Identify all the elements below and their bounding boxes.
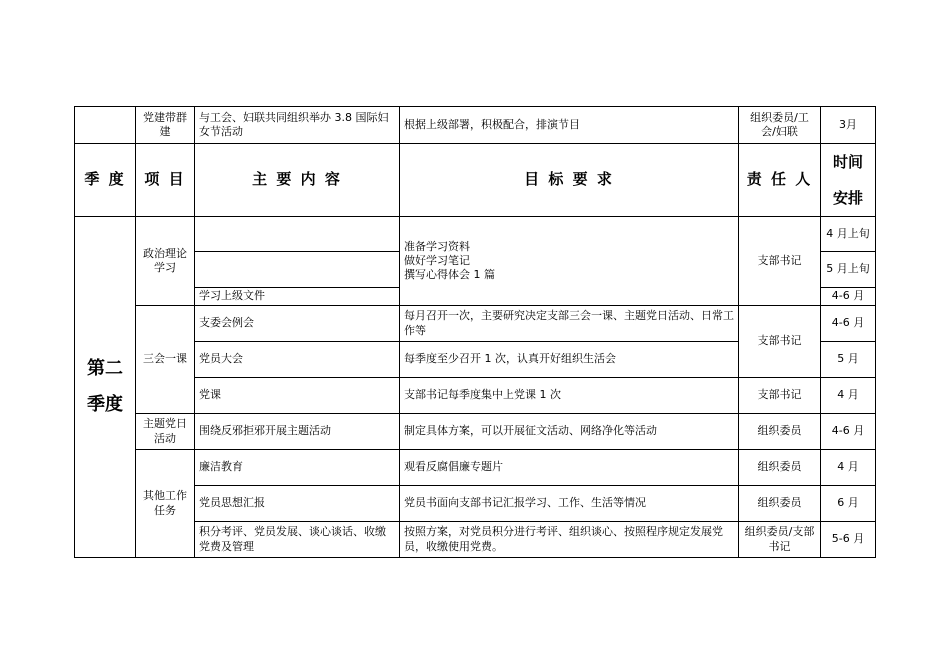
- goal-cell: 制定具体方案，可以开展征文活动、网络净化等活动: [400, 414, 739, 450]
- content-cell: [195, 252, 400, 288]
- goal-cell: 党员书面向支部书记汇报学习、工作、生活等情况: [400, 486, 739, 522]
- owner-cell: 支部书记: [739, 378, 821, 414]
- content-cell: 党员思想汇报: [195, 486, 400, 522]
- header-quarter: 季 度: [75, 144, 136, 217]
- project-cell: 党建带群建: [136, 107, 195, 144]
- project-cell: 三会一课: [136, 306, 195, 414]
- header-content: 主 要 内 容: [195, 144, 400, 217]
- table-row: [75, 414, 876, 450]
- time-cell: 6 月: [821, 486, 876, 522]
- project-cell: 其他工作任务: [136, 450, 195, 558]
- content-cell: [195, 217, 400, 252]
- time-cell: 4 月: [821, 450, 876, 486]
- owner-cell: 组织委员: [739, 486, 821, 522]
- quarter-label: [75, 217, 136, 558]
- owner-cell: 组织委员/支部书记: [739, 522, 821, 558]
- header-goal: 目 标 要 求: [400, 144, 739, 217]
- time-cell: 5 月: [821, 342, 876, 378]
- goal-cell: 观看反腐倡廉专题片: [400, 450, 739, 486]
- goal-cell: [400, 217, 739, 306]
- content-cell: 围绕反邪拒邪开展主题活动: [195, 414, 400, 450]
- time-cell: 5-6 月: [821, 522, 876, 558]
- owner-cell: 支部书记: [739, 306, 821, 378]
- table-row: [75, 486, 876, 522]
- header-time: [821, 144, 876, 217]
- goal-cell: 根据上级部署，积极配合，排演节目: [400, 107, 739, 144]
- table-row: [75, 306, 876, 342]
- table-row: [75, 450, 876, 486]
- goal-line: 做好学习笔记: [404, 253, 470, 267]
- content-cell: 廉洁教育: [195, 450, 400, 486]
- content-cell: 党员大会: [195, 342, 400, 378]
- owner-cell: 支部书记: [739, 217, 821, 306]
- content-cell: 与工会、妇联共同组织举办 3.8 国际妇女节活动: [195, 107, 400, 144]
- header-time-line1: 时间: [832, 153, 863, 171]
- time-cell: 4-6 月: [821, 306, 876, 342]
- table-row: [75, 217, 876, 252]
- table-row: [75, 378, 876, 414]
- time-cell: 5 月上旬: [821, 252, 876, 288]
- content-cell: 积分考评、党员发展、谈心谈话、收缴党费及管理: [195, 522, 400, 558]
- goal-cell: 每月召开一次，主要研究决定支部三会一课、主题党日活动、日常工作等: [400, 306, 739, 342]
- quarter-label-line1: 第二: [87, 358, 123, 379]
- goal-cell: 支部书记每季度集中上党课 1 次: [400, 378, 739, 414]
- goal-line: 撰写心得体会 1 篇: [404, 268, 495, 282]
- quarter-cell-empty: [75, 107, 136, 144]
- time-cell: 4-6 月: [821, 288, 876, 306]
- table-row: [75, 522, 876, 558]
- header-time-line2: 安排: [832, 189, 863, 207]
- owner-cell: 组织委员: [739, 414, 821, 450]
- content-cell: 党课: [195, 378, 400, 414]
- table-row: [75, 107, 876, 144]
- time-cell: 4-6 月: [821, 414, 876, 450]
- goal-cell: 按照方案，对党员积分进行考评、组织谈心、按照程序规定发展党员，收缴使用党费。: [400, 522, 739, 558]
- project-cell: 政治理论学习: [136, 217, 195, 306]
- table-header-row: [75, 144, 876, 217]
- project-cell: 主题党日活动: [136, 414, 195, 450]
- goal-line: 准备学习资料: [404, 239, 470, 253]
- quarter-label-line2: 季度: [87, 394, 123, 415]
- goal-cell: 每季度至少召开 1 次，认真开好组织生活会: [400, 342, 739, 378]
- work-plan-table: [74, 106, 876, 558]
- header-project: 项 目: [136, 144, 195, 217]
- content-cell: 学习上级文件: [195, 288, 400, 306]
- time-cell: 4 月: [821, 378, 876, 414]
- owner-cell: 组织委员: [739, 450, 821, 486]
- time-cell: 4 月上旬: [821, 217, 876, 252]
- time-cell: 3月: [821, 107, 876, 144]
- owner-cell: 组织委员/工会/妇联: [739, 107, 821, 144]
- header-owner: 责 任 人: [739, 144, 821, 217]
- content-cell: 支委会例会: [195, 306, 400, 342]
